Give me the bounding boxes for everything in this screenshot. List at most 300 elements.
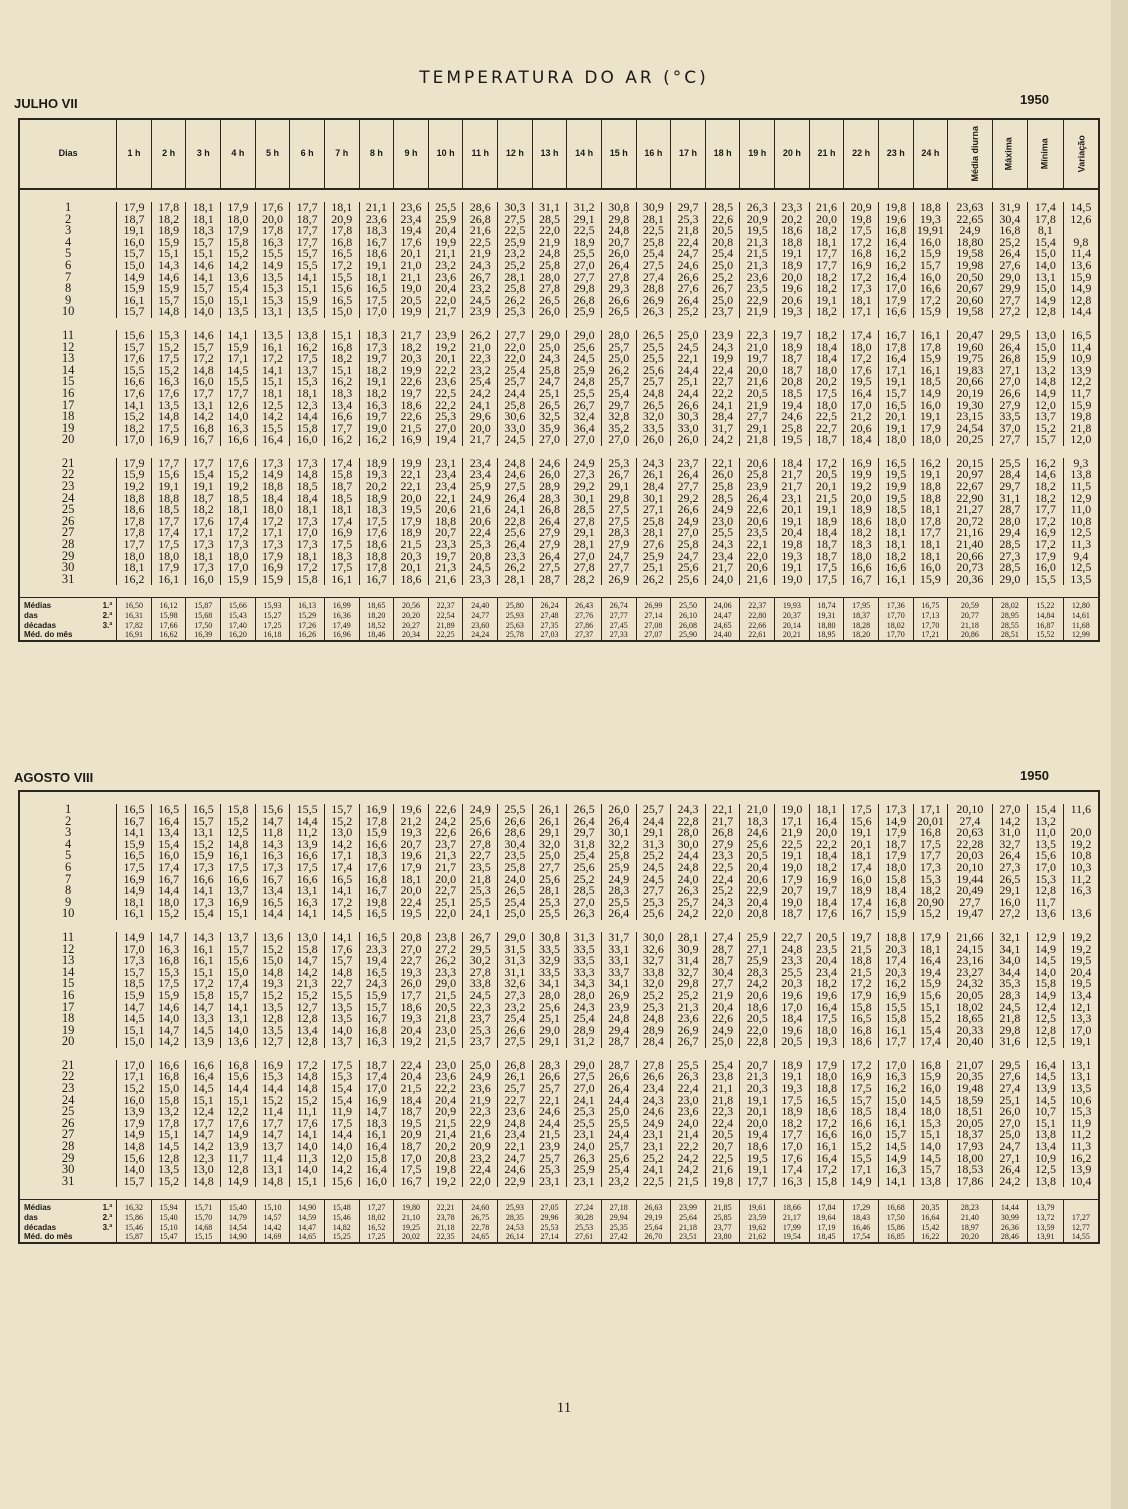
table-row <box>19 978 1099 990</box>
value-cell: 22,90 <box>948 493 992 505</box>
mean-cell: 26,08 <box>671 621 706 631</box>
value-cell: 11,8 <box>255 827 290 839</box>
value-cell: 15,3 <box>324 1071 359 1083</box>
value-cell: 29,0 <box>567 330 602 342</box>
value-cell: 13,6 <box>1063 260 1099 272</box>
value-cell: 20,4 <box>1063 967 1099 979</box>
value-cell: 13,0 <box>1028 330 1064 342</box>
value-cell: 35,3 <box>992 978 1028 990</box>
day-cell: 7 <box>19 272 117 284</box>
value-cell: 25,7 <box>601 1141 636 1153</box>
mean-cell: 26,10 <box>671 611 706 621</box>
value-cell: 17,9 <box>117 458 152 470</box>
value-cell: 19,3 <box>359 469 394 481</box>
value-cell: 24,9 <box>567 458 602 470</box>
value-cell: 19,48 <box>948 1083 992 1095</box>
value-cell: 15,1 <box>186 248 221 260</box>
mean-cell: 12,80 <box>1063 598 1099 611</box>
value-cell: 21,7 <box>428 862 463 874</box>
value-cell: 17,8 <box>117 516 152 528</box>
value-cell: 16,3 <box>359 400 394 412</box>
value-cell: 17,1 <box>117 1071 152 1083</box>
value-cell: 16,9 <box>117 874 152 886</box>
value-cell: 19,3 <box>394 967 429 979</box>
table-july <box>18 118 1100 642</box>
value-cell: 19,1 <box>913 469 948 481</box>
value-cell: 15,2 <box>1028 423 1064 435</box>
value-cell: 23,5 <box>498 850 533 862</box>
value-cell: 22,4 <box>705 1118 740 1130</box>
value-cell: 17,6 <box>809 908 844 920</box>
value-cell: 11,9 <box>1063 1118 1099 1130</box>
column-header: Mínima <box>1028 119 1064 189</box>
value-cell: 23,6 <box>671 1106 706 1118</box>
value-cell: 23,5 <box>463 862 498 874</box>
value-cell: 20,66 <box>948 376 992 388</box>
value-cell: 20,7 <box>705 1141 740 1153</box>
value-cell: 17,9 <box>913 932 948 944</box>
value-cell: 27,1 <box>636 504 671 516</box>
value-cell: 19,8 <box>844 214 879 226</box>
value-cell: 20,8 <box>740 908 775 920</box>
value-cell: 15,9 <box>117 469 152 481</box>
value-cell: 27,0 <box>992 376 1028 388</box>
value-cell: 33,5 <box>992 411 1028 423</box>
value-cell: 34,1 <box>601 978 636 990</box>
value-cell: 19,6 <box>878 214 913 226</box>
value-cell: 16,9 <box>809 874 844 886</box>
mean-cell: 20,02 <box>394 1232 429 1243</box>
value-cell: 18,6 <box>775 225 810 237</box>
mean-cell: 16,22 <box>913 1232 948 1243</box>
value-cell: 10,9 <box>1063 353 1099 365</box>
value-cell: 24,3 <box>671 804 706 816</box>
value-cell: 27,0 <box>567 260 602 272</box>
mean-cell: 16,46 <box>844 1223 879 1233</box>
value-cell: 17,3 <box>186 562 221 574</box>
value-cell: 20,50 <box>948 272 992 284</box>
value-cell: 24,9 <box>671 516 706 528</box>
value-cell: 28,3 <box>601 527 636 539</box>
value-cell: 13,1 <box>186 827 221 839</box>
value-cell: 16,0 <box>186 574 221 586</box>
value-cell: 17,4 <box>221 978 256 990</box>
value-cell: 28,0 <box>992 516 1028 528</box>
decade-mean-row <box>19 1213 1099 1223</box>
value-cell: 23,6 <box>428 272 463 284</box>
mean-cell: 17,25 <box>255 621 290 631</box>
value-cell: 10,7 <box>1028 1106 1064 1118</box>
table-row <box>19 353 1099 365</box>
value-cell: 18,7 <box>775 908 810 920</box>
value-cell: 17,3 <box>290 539 325 551</box>
value-cell: 16,5 <box>878 400 913 412</box>
value-cell: 26,0 <box>636 434 671 446</box>
value-cell: 19,8 <box>878 202 913 214</box>
table-row <box>19 897 1099 909</box>
value-cell: 23,27 <box>948 967 992 979</box>
value-cell: 14,4 <box>255 1083 290 1095</box>
value-cell: 27,7 <box>567 272 602 284</box>
value-cell: 24,54 <box>948 423 992 435</box>
value-cell: 17,7 <box>809 248 844 260</box>
value-cell: 23,2 <box>498 1002 533 1014</box>
value-cell: 14,0 <box>221 411 256 423</box>
value-cell: 14,9 <box>1063 283 1099 295</box>
value-cell: 19,1 <box>359 376 394 388</box>
value-cell: 16,4 <box>809 1002 844 1014</box>
value-cell: 22,7 <box>705 376 740 388</box>
value-cell: 17,0 <box>775 1002 810 1014</box>
value-cell: 28,5 <box>992 539 1028 551</box>
value-cell: 21,3 <box>740 1071 775 1083</box>
value-cell: 15,2 <box>221 248 256 260</box>
value-cell: 25,8 <box>671 539 706 551</box>
value-cell: 21,5 <box>394 1083 429 1095</box>
value-cell: 11,3 <box>1063 1141 1099 1153</box>
value-cell: 21,6 <box>705 1164 740 1176</box>
column-header: 8 h <box>359 119 394 189</box>
mean-cell: 15,94 <box>151 1200 186 1213</box>
value-cell: 27,5 <box>498 481 533 493</box>
value-cell: 16,9 <box>221 897 256 909</box>
value-cell: 22,1 <box>532 1095 567 1107</box>
value-cell: 19,3 <box>809 1036 844 1048</box>
value-cell: 25,1 <box>532 1013 567 1025</box>
value-cell: 17,1 <box>878 365 913 377</box>
mean-cell: 24,06 <box>705 598 740 611</box>
value-cell: 20,72 <box>948 516 992 528</box>
value-cell: 25,0 <box>705 260 740 272</box>
value-cell: 27,6 <box>992 1071 1028 1083</box>
value-cell: 22,2 <box>428 365 463 377</box>
mean-cell: 18,65 <box>359 598 394 611</box>
decade-label: décadas 3.ª <box>19 621 117 631</box>
value-cell: 24,8 <box>532 248 567 260</box>
mean-cell: 26,70 <box>636 1232 671 1243</box>
value-cell: 17,0 <box>117 944 152 956</box>
value-cell: 14,5 <box>1063 202 1099 214</box>
value-cell: 24,0 <box>705 574 740 586</box>
value-cell: 18,7 <box>809 434 844 446</box>
table-row <box>19 816 1099 828</box>
table-row <box>19 885 1099 897</box>
value-cell: 18,1 <box>117 897 152 909</box>
value-cell: 27,4 <box>948 816 992 828</box>
value-cell: 22,7 <box>463 850 498 862</box>
value-cell: 26,3 <box>740 202 775 214</box>
value-cell: 18,4 <box>878 1106 913 1118</box>
mean-cell: 22,80 <box>740 611 775 621</box>
value-cell: 17,3 <box>186 862 221 874</box>
mean-cell: 15,68 <box>186 611 221 621</box>
value-cell: 13,2 <box>1028 365 1064 377</box>
value-cell: 19,9 <box>394 458 429 470</box>
value-cell: 15,7 <box>878 388 913 400</box>
value-cell: 20,5 <box>428 1002 463 1014</box>
value-cell: 16,1 <box>359 1129 394 1141</box>
value-cell: 18,7 <box>324 481 359 493</box>
value-cell: 13,5 <box>1063 1083 1099 1095</box>
mean-cell: 11,68 <box>1063 621 1099 631</box>
day-cell: 27 <box>19 527 117 539</box>
value-cell: 18,1 <box>290 551 325 563</box>
value-cell: 24,6 <box>671 260 706 272</box>
value-cell: 14,9 <box>221 1129 256 1141</box>
value-cell: 24,8 <box>636 1013 671 1025</box>
mean-cell: 16,96 <box>324 630 359 641</box>
value-cell: 18,0 <box>878 862 913 874</box>
value-cell: 14,2 <box>324 839 359 851</box>
mean-cell: 18,66 <box>775 1200 810 1213</box>
value-cell: 16,5 <box>359 932 394 944</box>
value-cell: 13,5 <box>290 306 325 318</box>
value-cell: 16,6 <box>117 376 152 388</box>
value-cell: 19,5 <box>394 908 429 920</box>
value-cell: 18,0 <box>151 897 186 909</box>
value-cell: 19,1 <box>359 260 394 272</box>
day-cell: 22 <box>19 1071 117 1083</box>
value-cell: 24,9 <box>601 874 636 886</box>
value-cell: 29,7 <box>992 481 1028 493</box>
table-row <box>19 539 1099 551</box>
value-cell: 17,2 <box>290 1060 325 1072</box>
value-cell: 15,2 <box>151 1176 186 1188</box>
mean-cell: 17,82 <box>117 621 152 631</box>
value-cell: 27,2 <box>428 944 463 956</box>
value-cell: 31,3 <box>567 932 602 944</box>
value-cell: 17,5 <box>324 1060 359 1072</box>
decade-mean-row <box>19 1223 1099 1233</box>
value-cell: 19,7 <box>359 411 394 423</box>
value-cell: 18,4 <box>775 1013 810 1025</box>
value-cell: 15,0 <box>324 306 359 318</box>
value-cell: 27,0 <box>567 434 602 446</box>
value-cell: 28,3 <box>532 493 567 505</box>
value-cell: 21,3 <box>671 1002 706 1014</box>
mean-cell: 17,54 <box>844 1232 879 1243</box>
value-cell: 19,0 <box>359 423 394 435</box>
value-cell: 24,0 <box>567 1141 602 1153</box>
mean-cell: 28,23 <box>948 1200 992 1213</box>
value-cell: 21,3 <box>740 237 775 249</box>
mean-cell: 26,75 <box>463 1213 498 1223</box>
value-cell: 19,6 <box>775 283 810 295</box>
value-cell: 27,9 <box>992 400 1028 412</box>
mean-cell: 24,24 <box>463 630 498 641</box>
value-cell: 26,7 <box>705 283 740 295</box>
value-cell: 21,0 <box>394 260 429 272</box>
value-cell: 19,30 <box>948 400 992 412</box>
mean-cell: 27,86 <box>567 621 602 631</box>
value-cell: 20,4 <box>394 1071 429 1083</box>
value-cell: 24,5 <box>463 990 498 1002</box>
mean-cell: 19,31 <box>809 611 844 621</box>
value-cell: 25,2 <box>671 306 706 318</box>
value-cell: 16,0 <box>992 897 1028 909</box>
value-cell: 12,4 <box>1028 1002 1064 1014</box>
value-cell: 18,0 <box>913 1106 948 1118</box>
mean-cell: 25,80 <box>498 598 533 611</box>
value-cell: 17,4 <box>844 897 879 909</box>
column-header: 9 h <box>394 119 429 189</box>
value-cell: 18,7 <box>117 214 152 226</box>
day-cell: 21 <box>19 458 117 470</box>
value-cell: 18,5 <box>913 376 948 388</box>
value-cell: 21,6 <box>809 202 844 214</box>
value-cell: 17,5 <box>844 1083 879 1095</box>
value-cell: 24,2 <box>428 816 463 828</box>
value-cell: 15,2 <box>151 365 186 377</box>
value-cell: 17,9 <box>394 516 429 528</box>
value-cell: 25,3 <box>463 1025 498 1037</box>
value-cell: 25,7 <box>532 1083 567 1095</box>
mean-cell: 14,54 <box>221 1223 256 1233</box>
table-august <box>18 790 1100 1244</box>
value-cell: 20,0 <box>844 493 879 505</box>
value-cell: 23,1 <box>636 1141 671 1153</box>
mean-cell: 19,62 <box>740 1223 775 1233</box>
table-row <box>19 202 1099 214</box>
mean-cell: 21,62 <box>740 1232 775 1243</box>
value-cell: 22,9 <box>498 1176 533 1188</box>
value-cell: 15,5 <box>290 804 325 816</box>
column-header: Máxima <box>992 119 1028 189</box>
value-cell: 21,3 <box>428 562 463 574</box>
value-cell: 15,6 <box>117 1153 152 1165</box>
value-cell: 24,3 <box>359 978 394 990</box>
value-cell: 28,0 <box>532 990 567 1002</box>
value-cell: 14,9 <box>844 1176 879 1188</box>
value-cell: 17,0 <box>1063 1025 1099 1037</box>
value-cell: 15,5 <box>1028 574 1064 586</box>
value-cell: 29,3 <box>601 283 636 295</box>
value-cell: 18,2 <box>809 862 844 874</box>
table-row <box>19 827 1099 839</box>
value-cell: 14,7 <box>117 1002 152 1014</box>
value-cell: 8,1 <box>1028 225 1064 237</box>
value-cell: 15,0 <box>255 955 290 967</box>
value-cell: 30,4 <box>705 967 740 979</box>
value-cell: 13,8 <box>290 330 325 342</box>
value-cell: 19,1 <box>740 1095 775 1107</box>
value-cell: 16,0 <box>186 376 221 388</box>
value-cell: 19,7 <box>740 353 775 365</box>
value-cell: 14,9 <box>878 816 913 828</box>
value-cell: 16,9 <box>394 434 429 446</box>
value-cell: 25,4 <box>636 248 671 260</box>
value-cell: 25,9 <box>567 1164 602 1176</box>
value-cell: 25,5 <box>671 1060 706 1072</box>
value-cell: 18,9 <box>775 1060 810 1072</box>
value-cell: 34,1 <box>532 978 567 990</box>
table-row <box>19 283 1099 295</box>
value-cell: 15,6 <box>221 1071 256 1083</box>
value-cell: 17,4 <box>844 862 879 874</box>
value-cell: 20,01 <box>913 816 948 828</box>
value-cell: 17,0 <box>394 1153 429 1165</box>
value-cell: 25,7 <box>601 376 636 388</box>
value-cell: 10,9 <box>1028 1153 1064 1165</box>
value-cell: 28,7 <box>992 504 1028 516</box>
value-cell <box>1063 816 1099 828</box>
value-cell: 12,3 <box>186 1153 221 1165</box>
column-header: 7 h <box>324 119 359 189</box>
value-cell: 16,1 <box>324 574 359 586</box>
value-cell: 16,3 <box>290 897 325 909</box>
value-cell: 14,1 <box>221 330 256 342</box>
table-row <box>19 342 1099 354</box>
value-cell: 17,8 <box>913 342 948 354</box>
value-cell: 19,4 <box>775 400 810 412</box>
value-cell: 22,1 <box>705 804 740 816</box>
day-cell: 24 <box>19 1095 117 1107</box>
day-cell: 9 <box>19 295 117 307</box>
value-cell: 14,2 <box>290 967 325 979</box>
value-cell: 31,2 <box>567 1036 602 1048</box>
value-cell: 18,8 <box>151 493 186 505</box>
value-cell: 28,5 <box>992 562 1028 574</box>
value-cell: 17,2 <box>809 1164 844 1176</box>
value-cell: 17,3 <box>290 458 325 470</box>
value-cell: 23,3 <box>498 551 533 563</box>
value-cell: 15,5 <box>844 1153 879 1165</box>
day-cell: 12 <box>19 944 117 956</box>
table-row <box>19 516 1099 528</box>
mean-cell: 18,45 <box>809 1232 844 1243</box>
value-cell: 16,5 <box>359 908 394 920</box>
value-cell: 27,1 <box>992 365 1028 377</box>
value-cell: 18,7 <box>186 493 221 505</box>
value-cell: 19,44 <box>948 874 992 886</box>
value-cell: 18,9 <box>809 516 844 528</box>
value-cell: 19,1 <box>809 295 844 307</box>
value-cell: 25,0 <box>498 908 533 920</box>
table-row <box>19 908 1099 920</box>
value-cell: 19,1 <box>775 1071 810 1083</box>
value-cell: 11,7 <box>1063 388 1099 400</box>
value-cell: 17,4 <box>221 516 256 528</box>
value-cell: 22,67 <box>948 481 992 493</box>
value-cell: 16,5 <box>359 283 394 295</box>
value-cell: 19,6 <box>775 1025 810 1037</box>
value-cell: 16,4 <box>359 1141 394 1153</box>
table-row <box>19 967 1099 979</box>
mean-cell: 24,53 <box>498 1223 533 1233</box>
value-cell: 15,6 <box>151 469 186 481</box>
value-cell: 17,5 <box>809 388 844 400</box>
value-cell: 17,9 <box>775 874 810 886</box>
table-row <box>19 804 1099 816</box>
mean-cell: 16,13 <box>290 598 325 611</box>
value-cell: 16,2 <box>117 574 152 586</box>
value-cell: 19,1 <box>844 827 879 839</box>
table-row <box>19 225 1099 237</box>
mean-cell: 28,55 <box>992 621 1028 631</box>
value-cell: 19,3 <box>775 1083 810 1095</box>
value-cell: 29,0 <box>532 1025 567 1037</box>
value-cell: 19,7 <box>775 330 810 342</box>
mean-cell: 17,84 <box>809 1200 844 1213</box>
decade-label: Médias 1.ª <box>19 598 117 611</box>
value-cell: 15,4 <box>324 1083 359 1095</box>
value-cell: 15,8 <box>844 1002 879 1014</box>
value-cell: 17,9 <box>221 225 256 237</box>
value-cell: 23,8 <box>705 1071 740 1083</box>
value-cell: 29,7 <box>567 827 602 839</box>
value-cell: 13,4 <box>1028 1141 1064 1153</box>
value-cell: 13,1 <box>255 1164 290 1176</box>
